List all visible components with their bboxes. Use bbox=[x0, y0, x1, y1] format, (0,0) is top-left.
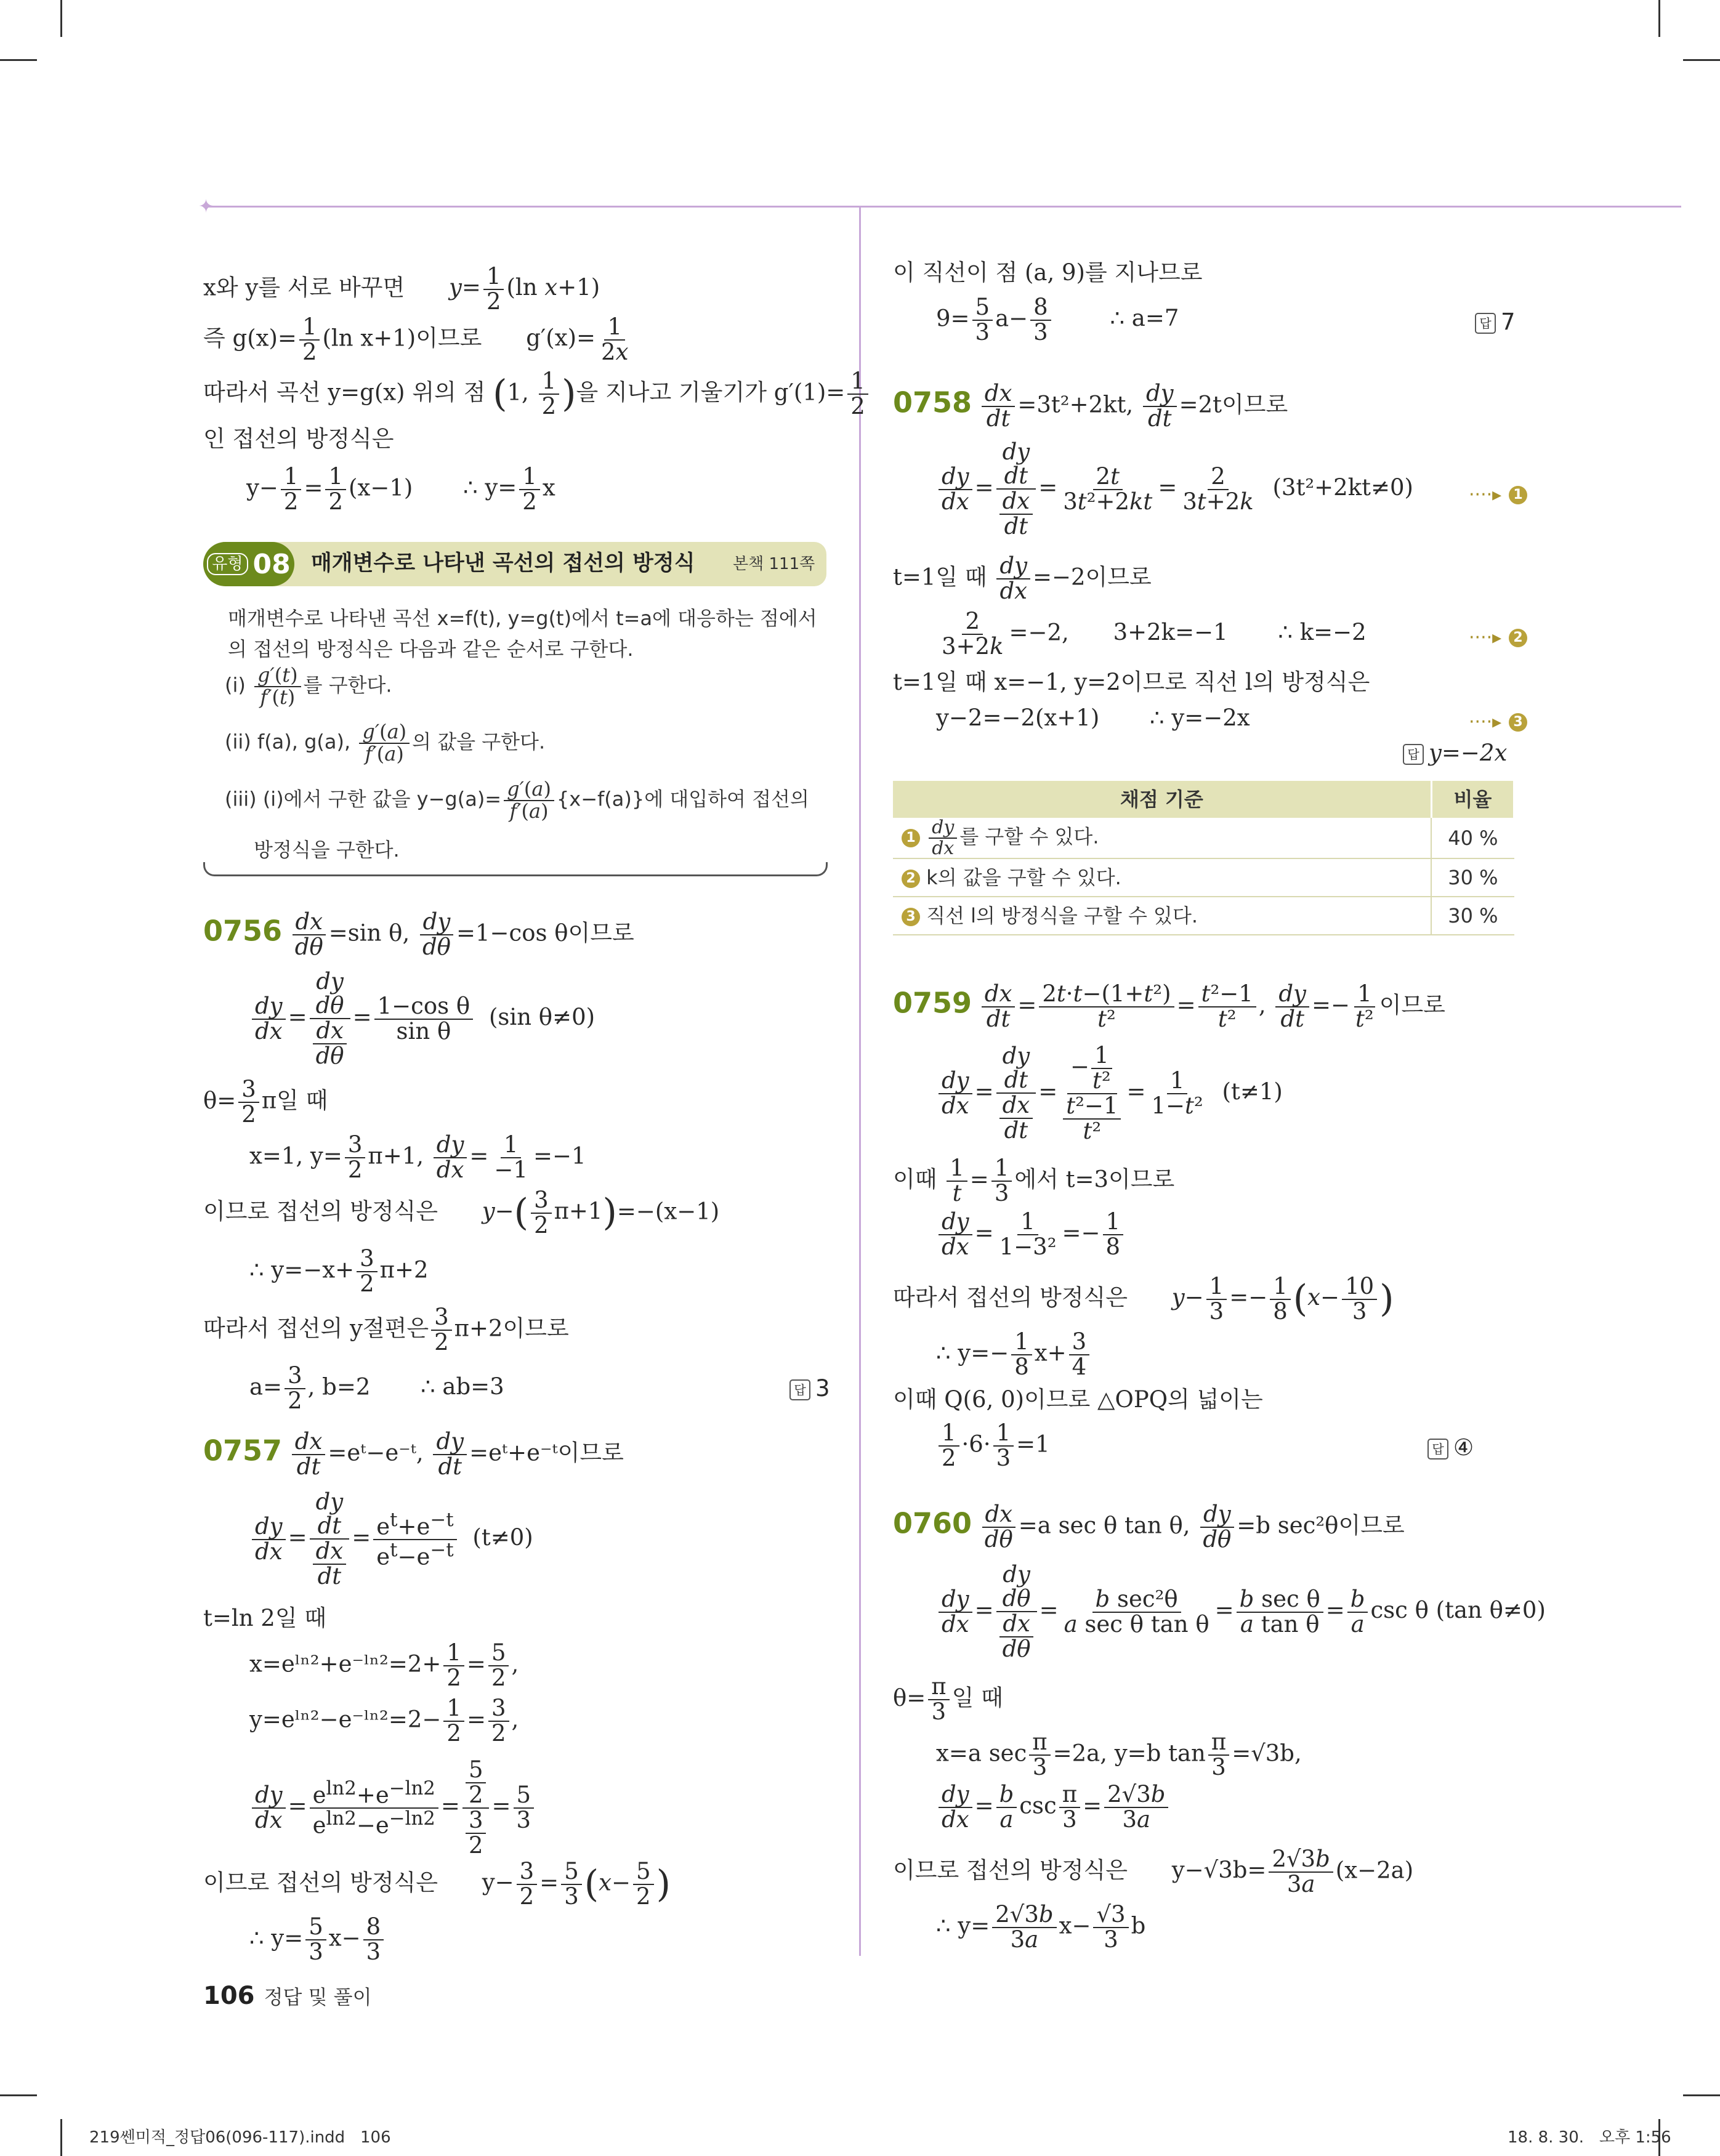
text: k의 값을 구할 수 있다. bbox=[926, 866, 1121, 889]
text: =b sec²θ이므로 bbox=[1237, 1512, 1405, 1539]
text: {x−f(a)}에 대입하여 접선의 bbox=[556, 787, 809, 811]
text: 에서 t=3이므로 bbox=[1014, 1166, 1175, 1193]
answer-icon: 답 bbox=[1403, 744, 1424, 765]
text: ∴ y=−2x bbox=[1150, 705, 1250, 731]
table-cell: 40 % bbox=[1431, 818, 1514, 858]
text: 이므로 접선의 방정식은 bbox=[203, 1869, 438, 1896]
text: g′(x)= bbox=[526, 325, 596, 352]
text: π+2이므로 bbox=[454, 1315, 569, 1342]
text: 를 구할 수 있다. bbox=[959, 825, 1099, 849]
type-box: 유형 08 매개변수로 나타낸 곡선의 접선의 방정식 본책 111쪽 매개변수로 나타낸 곡선 x=f(t), y=g(t)에서 t=a에 대응하는 점에서 의 접선의 방정식은 다음과 같은 순서로 구한다. (i) $\frac{g'(t)}{f'(t)}$ 를 구한다. (ii) f(a), g(a), $\frac{g'(a)}{f'(a)}$ 의 값을 구한다. (iii) (i)에서 구한 값을 y−g(a)= $\frac{g'(a)}{f'(a)}$ {x−f(a)}에 대입하여 접선의 방정식을 구한다. bbox=[203, 542, 826, 884]
text: =2a, y=b tan bbox=[1052, 1740, 1206, 1767]
text: π+1, bbox=[368, 1142, 424, 1169]
crop-mark bbox=[1683, 59, 1720, 61]
text: (ii) f(a), g(a), bbox=[225, 730, 351, 754]
step-1-icon: 1 bbox=[902, 829, 920, 847]
problem-number: 0760 bbox=[893, 1506, 972, 1540]
step-3-icon: 3 bbox=[902, 908, 920, 926]
answer: y=−2x bbox=[1429, 740, 1508, 766]
text: =sin θ, bbox=[328, 919, 410, 947]
text: =3t²+2kt, bbox=[1017, 391, 1134, 418]
text: ∴ y=−x+ bbox=[249, 1256, 355, 1283]
table-row bbox=[893, 897, 1514, 935]
answer: 3 bbox=[815, 1375, 830, 1402]
step-arrow-icon: ····▸ bbox=[1469, 484, 1502, 506]
text: =−(x−1) bbox=[616, 1198, 720, 1225]
text: b bbox=[1131, 1912, 1146, 1939]
page-label: 정답 및 풀이 bbox=[264, 1985, 372, 2009]
text: (3t²+2kt≠0) bbox=[1272, 474, 1413, 501]
text: 3+2k=−1 bbox=[1113, 619, 1228, 646]
text: =−1 bbox=[533, 1142, 586, 1169]
text: = bbox=[304, 474, 323, 501]
text: ∴ y= bbox=[249, 1924, 304, 1952]
text: π일 때 bbox=[261, 1087, 328, 1114]
crop-mark bbox=[60, 0, 62, 37]
file-info: 219쎈미적_정답06(096-117).indd 106 bbox=[89, 2128, 391, 2147]
text: =−2이므로 bbox=[1033, 563, 1152, 591]
text: 이 직선이 점 (a, 9)를 지나므로 bbox=[893, 259, 1203, 286]
star-icon: ✦ bbox=[198, 196, 214, 217]
text: 방정식을 구한다. bbox=[254, 838, 400, 862]
text: 이므로 bbox=[1379, 991, 1445, 1019]
table-header: 비율 bbox=[1431, 781, 1514, 818]
text: =1−cos θ이므로 bbox=[456, 919, 634, 947]
text: y− bbox=[246, 474, 278, 501]
text: y−2=−2(x+1) bbox=[936, 705, 1100, 731]
table-row: 1 $\frac{dy}{dx}$ 를 구할 수 있다. 40 % bbox=[893, 818, 1514, 858]
text: 일 때 bbox=[951, 1684, 1003, 1711]
crop-mark bbox=[0, 59, 37, 61]
text: (sin θ≠0) bbox=[488, 1004, 596, 1031]
text: csc θ (tan θ≠0) bbox=[1370, 1597, 1546, 1624]
type-badge bbox=[203, 542, 294, 586]
text: x+ bbox=[1034, 1339, 1067, 1367]
text: 를 구한다. bbox=[303, 673, 392, 697]
text: (t≠1) bbox=[1222, 1078, 1283, 1105]
text: (x−1) bbox=[349, 474, 413, 501]
text: 9= bbox=[936, 305, 970, 332]
problem-number: 0756 bbox=[203, 914, 283, 948]
text: π+2 bbox=[379, 1256, 429, 1283]
text: (ln x+1)이므로 bbox=[322, 325, 482, 352]
text: x− bbox=[328, 1924, 361, 1952]
badge-number: 08 bbox=[252, 548, 291, 580]
text: , b=2 bbox=[307, 1373, 371, 1400]
text: (t≠0) bbox=[472, 1524, 533, 1551]
text: 을 지나고 기울기가 g′(1)= bbox=[576, 379, 846, 406]
crop-mark bbox=[1658, 0, 1660, 37]
text: ∴ y= bbox=[936, 1912, 990, 1939]
text: =−2, bbox=[1009, 619, 1069, 646]
answer-icon: 답 bbox=[789, 1379, 810, 1400]
type-box-bottom bbox=[203, 862, 828, 876]
text: (i) bbox=[225, 673, 246, 697]
text: t=1일 때 x=−1, y=2이므로 직선 l의 방정식은 bbox=[893, 669, 1370, 695]
crop-mark bbox=[0, 2094, 37, 2096]
badge-prefix: 유형 bbox=[207, 553, 248, 576]
text: ∴ ab=3 bbox=[421, 1373, 504, 1400]
text: y−√3b= bbox=[1171, 1857, 1267, 1884]
text: a− bbox=[995, 305, 1028, 332]
page-number: 106 bbox=[203, 1982, 255, 2010]
text: x와 y를 서로 바꾸면 bbox=[203, 274, 405, 301]
text: =2t이므로 bbox=[1179, 391, 1288, 418]
type-ref: 본책 111쪽 bbox=[733, 555, 815, 573]
text: x− bbox=[1059, 1912, 1091, 1939]
text: = bbox=[539, 1869, 559, 1896]
text: (iii) (i)에서 구한 값을 y−g(a)= bbox=[225, 787, 502, 811]
text: 이므로 접선의 방정식은 bbox=[893, 1857, 1128, 1884]
text: , bbox=[1258, 991, 1266, 1019]
text: x=eˡⁿ²+e⁻ˡⁿ²=2+ bbox=[249, 1650, 442, 1678]
text: ∴ y= bbox=[463, 474, 517, 501]
step-arrow-icon: ····▸ bbox=[1469, 627, 1502, 648]
text: ∴ a=7 bbox=[1110, 305, 1179, 332]
table-header: 채점 기준 bbox=[893, 781, 1431, 818]
table-cell: 30 % bbox=[1431, 858, 1514, 897]
step-1-icon: 1 bbox=[1509, 486, 1527, 504]
text: (x−2a) bbox=[1335, 1857, 1414, 1884]
table-row bbox=[893, 858, 1514, 897]
text: ·6· bbox=[961, 1431, 991, 1458]
type-desc: 의 접선의 방정식은 다음과 같은 순서로 구한다. bbox=[228, 637, 634, 661]
text: 이므로 접선의 방정식은 bbox=[203, 1198, 438, 1225]
text: 즉 g(x)= bbox=[203, 325, 297, 352]
text: 따라서 곡선 y=g(x) 위의 점 bbox=[203, 379, 486, 406]
type-title: 매개변수로 나타낸 곡선의 접선의 방정식 bbox=[311, 551, 695, 576]
top-rule bbox=[203, 206, 1681, 208]
text: ∴ y=− bbox=[936, 1339, 1009, 1367]
text: 의 값을 구한다. bbox=[412, 730, 546, 754]
problem-number: 0757 bbox=[203, 1434, 283, 1468]
answer-icon: 답 bbox=[1427, 1439, 1448, 1460]
text: x=a sec bbox=[936, 1740, 1027, 1767]
step-arrow-icon: ····▸ bbox=[1469, 711, 1502, 733]
text: x bbox=[542, 474, 555, 501]
text: =eᵗ+e⁻ᵗ이므로 bbox=[469, 1439, 624, 1466]
text: y− bbox=[482, 1869, 514, 1896]
text: 따라서 접선의 방정식은 bbox=[893, 1284, 1128, 1311]
column-divider bbox=[859, 207, 861, 1956]
text: ∴ k=−2 bbox=[1278, 619, 1367, 646]
text: csc bbox=[1019, 1792, 1057, 1819]
print-date: 18. 8. 30. 오후 1:56 bbox=[1508, 2128, 1671, 2147]
step-3-icon: 3 bbox=[1509, 713, 1527, 732]
text: a= bbox=[249, 1373, 283, 1400]
text: 이때 Q(6, 0)이므로 △OPQ의 넓이는 bbox=[893, 1386, 1263, 1413]
text: =a sec θ tan θ, bbox=[1018, 1512, 1190, 1539]
type-desc: 매개변수로 나타낸 곡선 x=f(t), y=g(t)에서 t=a에 대응하는 점에서 bbox=[228, 607, 817, 630]
text: =√3b, bbox=[1232, 1740, 1302, 1767]
scoring-table bbox=[893, 781, 1515, 935]
problem-number: 0758 bbox=[893, 386, 972, 419]
text: t=ln 2일 때 bbox=[203, 1605, 327, 1631]
crop-mark bbox=[60, 2119, 62, 2156]
table-cell: 30 % bbox=[1431, 897, 1514, 935]
text: 따라서 접선의 y절편은 bbox=[203, 1315, 429, 1342]
answer: ④ bbox=[1453, 1434, 1474, 1461]
text: y=eˡⁿ²−e⁻ˡⁿ²=2− bbox=[249, 1706, 442, 1733]
text: 인 접선의 방정식은 bbox=[203, 426, 394, 452]
step-2-icon: 2 bbox=[1509, 629, 1527, 647]
answer-icon: 답 bbox=[1475, 313, 1496, 334]
text: =eᵗ−e⁻ᵗ, bbox=[328, 1439, 424, 1466]
text: 이때 bbox=[893, 1166, 937, 1193]
problem-number: 0759 bbox=[893, 986, 972, 1020]
answer: 7 bbox=[1501, 309, 1516, 335]
crop-mark bbox=[1683, 2094, 1720, 2096]
text: t=1일 때 bbox=[893, 563, 987, 591]
text: =1 bbox=[1016, 1431, 1050, 1458]
text: x=1, y= bbox=[249, 1142, 342, 1169]
step-2-icon: 2 bbox=[902, 870, 920, 888]
text: 직선 l의 방정식을 구할 수 있다. bbox=[926, 904, 1198, 927]
